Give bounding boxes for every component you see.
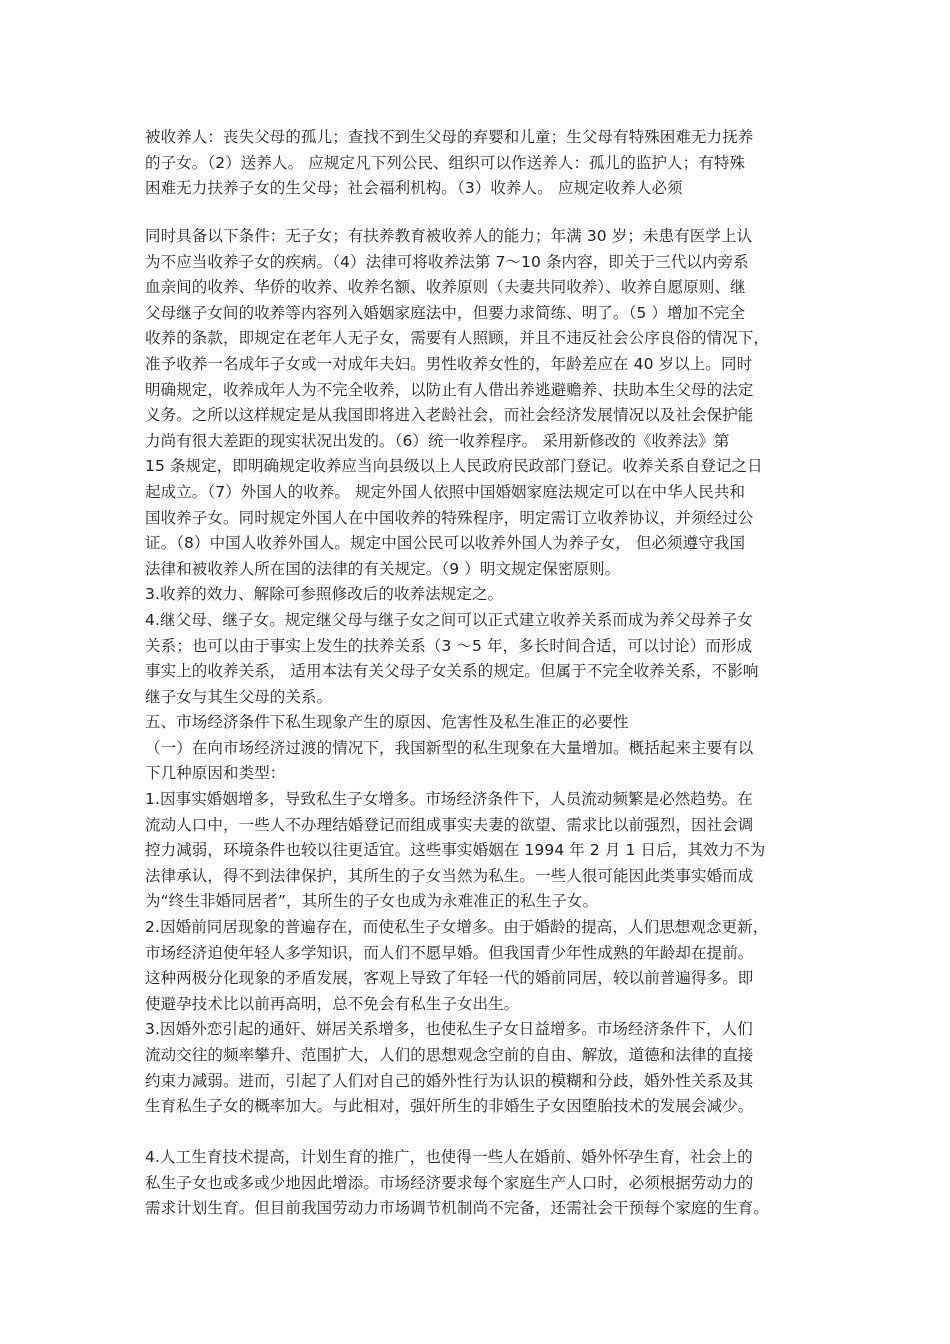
text-block-adoption-parties: 被收养人：丧失父母的孤儿；查找不到生父母的弃婴和儿童；生父母有特殊困难无力抚养 的子女。（2）送养人。 应规定凡下列公民、组织可以作送养人：孤儿的监护人；有特殊 困难无力扶养子女的生父母；社会福利机构。（3）收养人。 应规定收养人必须 [145, 128, 754, 198]
text-block-main-body: 同时具备以下条件：无子女；有扶养教育被收养人的能力；年满 30 岁；未患有医学上认 为不应当收养子女的疾病。（4）法律可将收养法第 7～10 条内容，即关于三代以内旁系 血亲间的收养、华侨的收养、收养名额、收养原则（夫妻共同收养）、收养自愿原则、继 父母继子女间的收养等内容列入婚姻家庭法中，但要力求简练、明了。（5 ）增加不完全 收养的条款，即规定在老年人无子女，需要有人照顾，并且不违反社会公序良俗的情况下， 准予收养一名成年子女或一对成年夫妇。男性收养女性的，年龄差应在 40 岁以上。同时 明确规定，收养成年人为不完全收养，以防止有人借出养逃避赡养、扶助本生父母的法定 义务。之所以这样规定是从我国即将进入老龄社会，而社会经济发展情况以及社会保护能 力尚有很大差距的现实状况出发的。（6）统一收养程序。 采用新修改的《收养法》第 15 条规定，即明确规定收养应当向县级以上人民政府民政部门登记。收养关系自登记之日 起成立。（7）外国人的收养。 规定外国人依照中国婚姻家庭法规定可以在中华人民共和 国收养子女。同时规定外国人在中国收养的特殊程序，明定需订立收养协议，并须经过公 证。（8）中国人收养外国人。规定中国公民可以收养外国人为养子女， 但必须遵守我国 法律和被收养人所在国的法律的有关规定。（9 ）明文规定保密原则。 3.收养的效力、解除可参照修改后的收养法规定之。 4.继父母、继子女。规定继父母与继子女之间可以正式建立收养关系而成为养父母养子女 关系；也可以由于事实上发生的扶养关系（3 ～5 年，多长时间合适，可以讨论）而形成 事实上的收养关系， 适用本法有关父母子女关系的规定。但属于不完全收养关系，不影响 继子女与其生父母的关系。 五、市场经济条件下私生现象产生的原因、危害性及私生准正的必要性 （一）在向市场经济过渡的情况下，我国新型的私生现象在大量增加。概括起来主要有以 下几种原因和类型： 1.因事实婚姻增多，导致私生子女增多。市场经济条件下，人员流动频繁是必然趋势。在 流动人口中，一些人不办理结婚登记而组成事实夫妻的欲望、需求比以前强烈，因社会调 控力减弱，环境条件也较以往更适宜。这些事实婚姻在 1994 年 2 月 1 日后，其效力不为 法律承认，得不到法律保护，其所生的子女当然为私生。一些人很可能因此类事实婚而成 为“终生非婚同居者”，其所生的子女也成为永难准正的私生子女。 2.因婚前同居现象的普遍存在，而使私生子女增多。由于婚龄的提高，人们思想观念更新， 市场经济迫使年轻人多学知识，而人们不愿早婚。但我国青少年性成熟的年龄却在提前。 这种两极分化现象的矛盾发展，客观上导致了年轻一代的婚前同居，较以前普遍得多。即 使避孕技术比以前再高明，总不免会有私生子女出生。 3.因婚外恋引起的通奸、姘居关系增多，也使私生子女日益增多。市场经济条件下，人们 流动交往的频率攀升、范围扩大，人们的思想观念空前的自由、解放，道德和法律的直接 约束力减弱。进而，引起了人们对自己的婚外性行为认识的模糊和分歧，婚外性关系及其 生育私生子女的概率加大。与此相对，强奸所生的非婚生子女因堕胎技术的发展会减少。 [145, 227, 770, 1116]
text-block-continuation: 4.人工生育技术提高，计划生育的推广，也使得一些人在婚前、婚外怀孕生育，社会上的 私生子女也或多或少地因此增添。市场经济要求每个家庭生产人口时，必须根据劳动力的 需求计划生育。但目前我国劳动力市场调节机制尚不完备，还需社会干预每个家庭的生育。 [145, 1148, 770, 1218]
